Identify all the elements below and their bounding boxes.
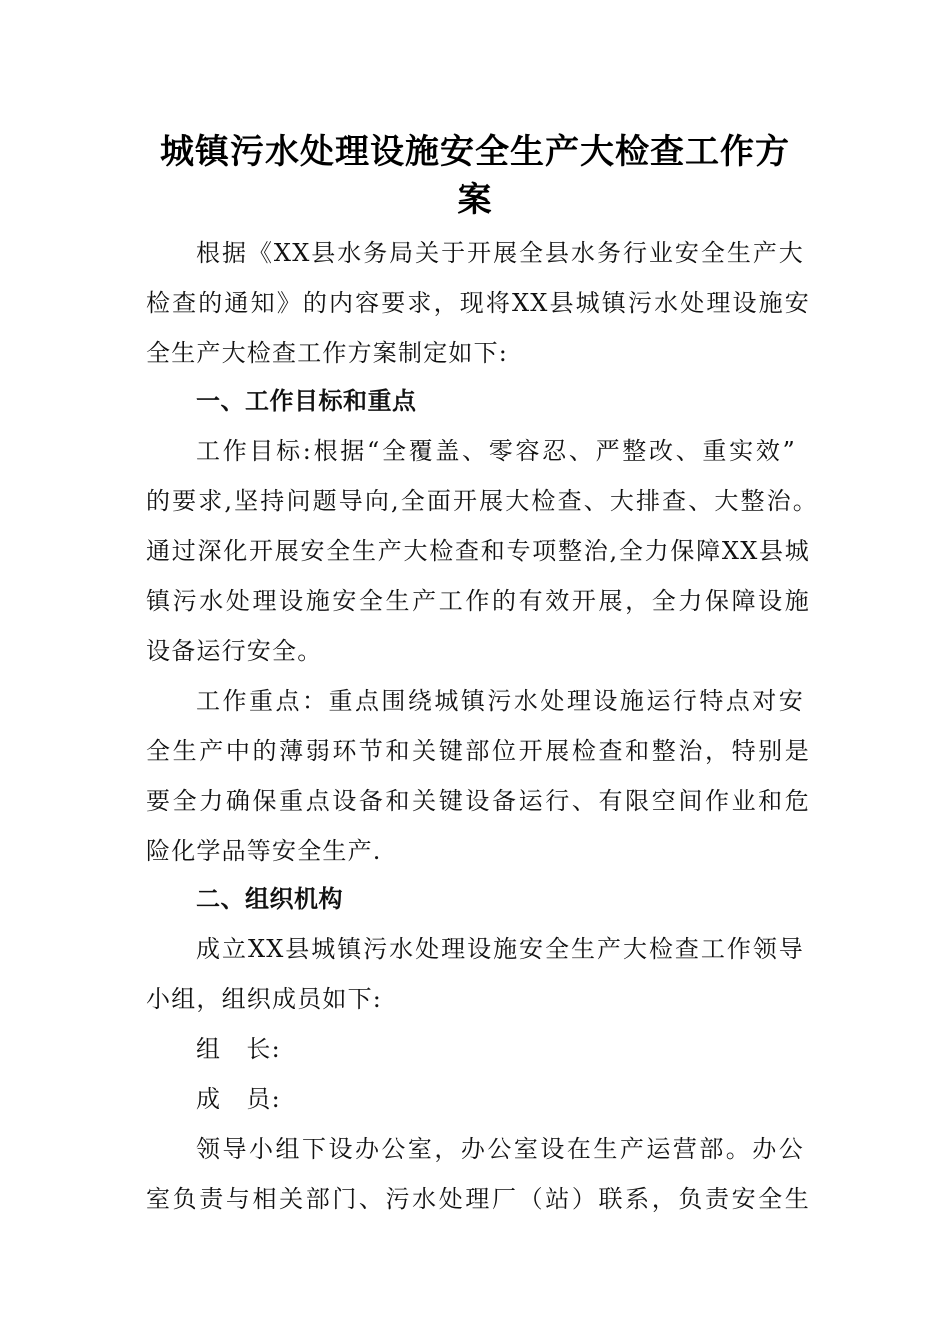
goal-line-5: 设备运行安全。 <box>146 637 323 665</box>
focus-line-2: 全生产中的薄弱环节和关键部位开展检查和整治，特别是 <box>146 737 810 765</box>
intro-line-1: 根据《XX县水务局关于开展全县水务行业安全生产大 <box>196 239 804 267</box>
goal-line-1: 工作目标:根据“全覆盖、零容忍、严整改、重实效” <box>196 437 796 465</box>
goal-line-2: 的要求,坚持问题导向,全面开展大检查、大排查、大整治。 <box>146 487 818 515</box>
focus-line-3: 要全力确保重点设备和关键设备运行、有限空间作业和危 <box>146 787 810 815</box>
leader-label: 组 长: <box>196 1035 281 1063</box>
office-line-2: 室负责与相关部门、污水处理厂（站）联系，负责安全生 <box>146 1185 810 1213</box>
org-line-2: 小组，组织成员如下: <box>146 985 383 1013</box>
goal-line-3: 通过深化开展安全生产大检查和专项整治,全力保障XX县城 <box>146 537 810 565</box>
focus-line-4: 险化学品等安全生产. <box>146 837 382 865</box>
goal-line-4: 镇污水处理设施安全生产工作的有效开展，全力保障设施 <box>146 587 810 615</box>
focus-line-1: 工作重点：重点围绕城镇污水处理设施运行特点对安 <box>196 687 804 715</box>
document-title-line-1: 城镇污水处理设施安全生产大检查工作方 <box>160 132 790 172</box>
section-heading-goals: 一、工作目标和重点 <box>196 387 417 415</box>
intro-line-2: 检查的通知》的内容要求，现将XX县城镇污水处理设施安 <box>146 289 810 317</box>
org-line-1: 成立XX县城镇污水处理设施安全生产大检查工作领导 <box>196 935 804 963</box>
section-heading-organization: 二、组织机构 <box>196 885 343 913</box>
intro-line-3: 全生产大检查工作方案制定如下: <box>146 339 509 367</box>
document-title-line-2: 案 <box>457 180 493 220</box>
members-label: 成 员: <box>196 1085 281 1113</box>
office-line-1: 领导小组下设办公室，办公室设在生产运营部。办公 <box>196 1135 804 1163</box>
